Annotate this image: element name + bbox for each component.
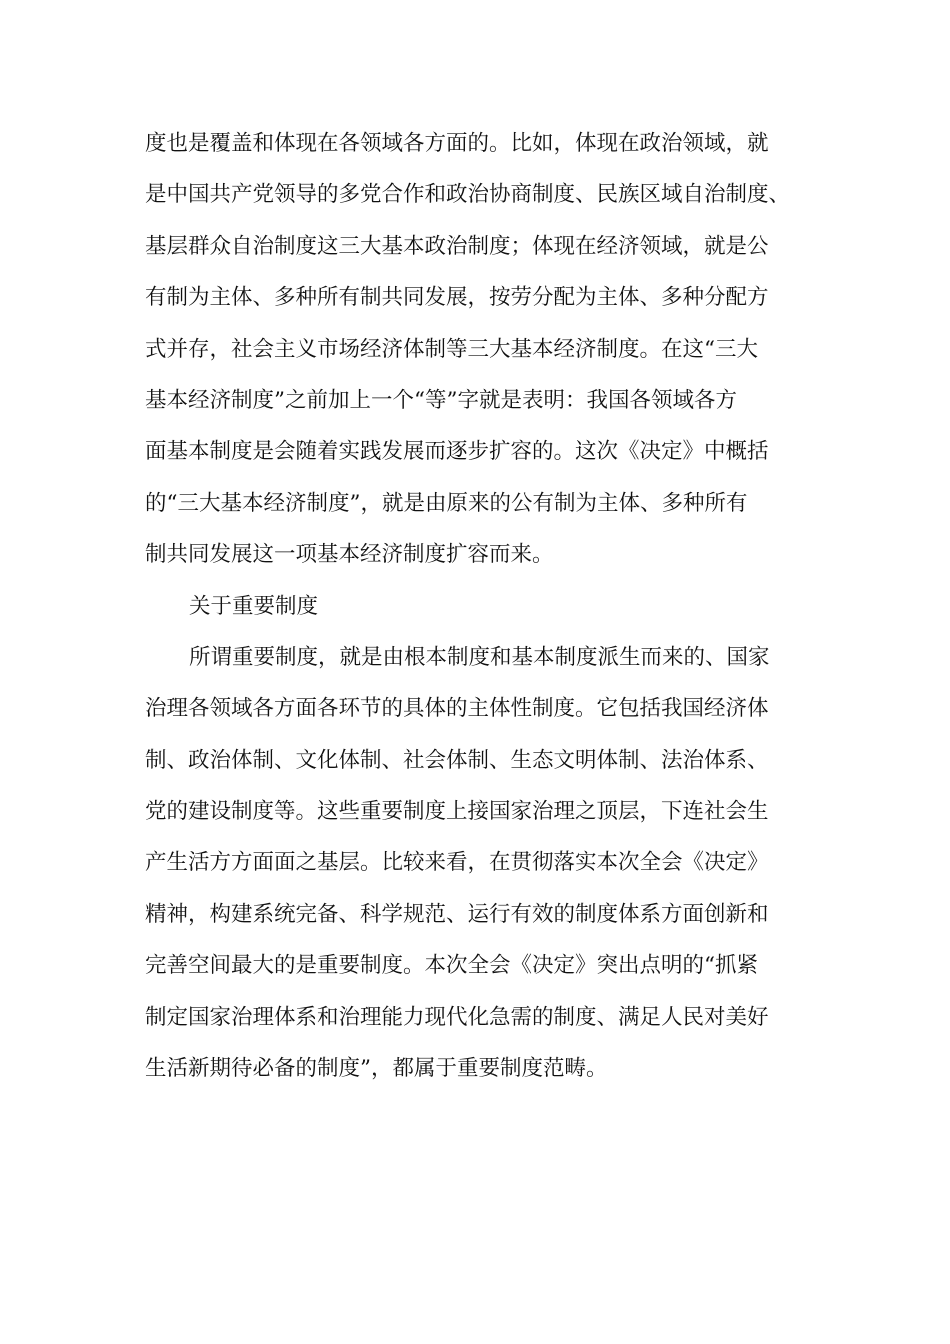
text-line: 精神，构建系统完备、科学规范、运行有效的制度体系方面创新和 (145, 901, 769, 927)
text-line: 基层群众自治制度这三大基本政治制度；体现在经济领域，就是公 (145, 233, 769, 259)
text-line: 面基本制度是会随着实践发展而逐步扩容的。这次《决定》中概括 (145, 439, 769, 465)
text-line: 基本经济制度”之前加上一个“等”字就是表明：我国各领域各方 (145, 387, 737, 413)
text-line: 式并存，社会主义市场经济体制等三大基本经济制度。在这“三大 (145, 336, 758, 362)
text-line: 制共同发展这一项基本经济制度扩容而来。 (145, 542, 554, 568)
paragraph-first-line: 所谓重要制度，就是由根本制度和基本制度派生而来的、国家 (189, 644, 770, 670)
text-line: 制、政治体制、文化体制、社会体制、生态文明体制、法治体系、 (145, 747, 769, 773)
text-line: 有制为主体、多种所有制共同发展，按劳分配为主体、多种分配方 (145, 285, 769, 311)
text-line: 是中国共产党领导的多党合作和政治协商制度、民族区域自治制度、 (145, 182, 791, 208)
text-line: 完善空间最大的是重要制度。本次全会《决定》突出点明的“抓紧 (145, 953, 758, 979)
text-line: 度也是覆盖和体现在各领域各方面的。比如，体现在政治领域，就 (145, 131, 769, 156)
text-line: 产生活方方面面之基层。比较来看，在贯彻落实本次全会《决定》 (145, 850, 769, 876)
paragraph-first-line: 关于重要制度 (189, 593, 319, 619)
text-line: 治理各领域各方面各环节的具体的主体性制度。它包括我国经济体 (145, 696, 769, 722)
body-text (145, 118, 845, 1094)
text-line: 的“三大基本经济制度”，就是由原来的公有制为主体、多种所有 (145, 490, 748, 516)
text-line: 制定国家治理体系和治理能力现代化急需的制度、满足人民对美好 (145, 1004, 769, 1030)
text-line: 生活新期待必备的制度”，都属于重要制度范畴。 (145, 1056, 608, 1082)
text-line: 党的建设制度等。这些重要制度上接国家治理之顶层，下连社会生 (145, 799, 769, 825)
